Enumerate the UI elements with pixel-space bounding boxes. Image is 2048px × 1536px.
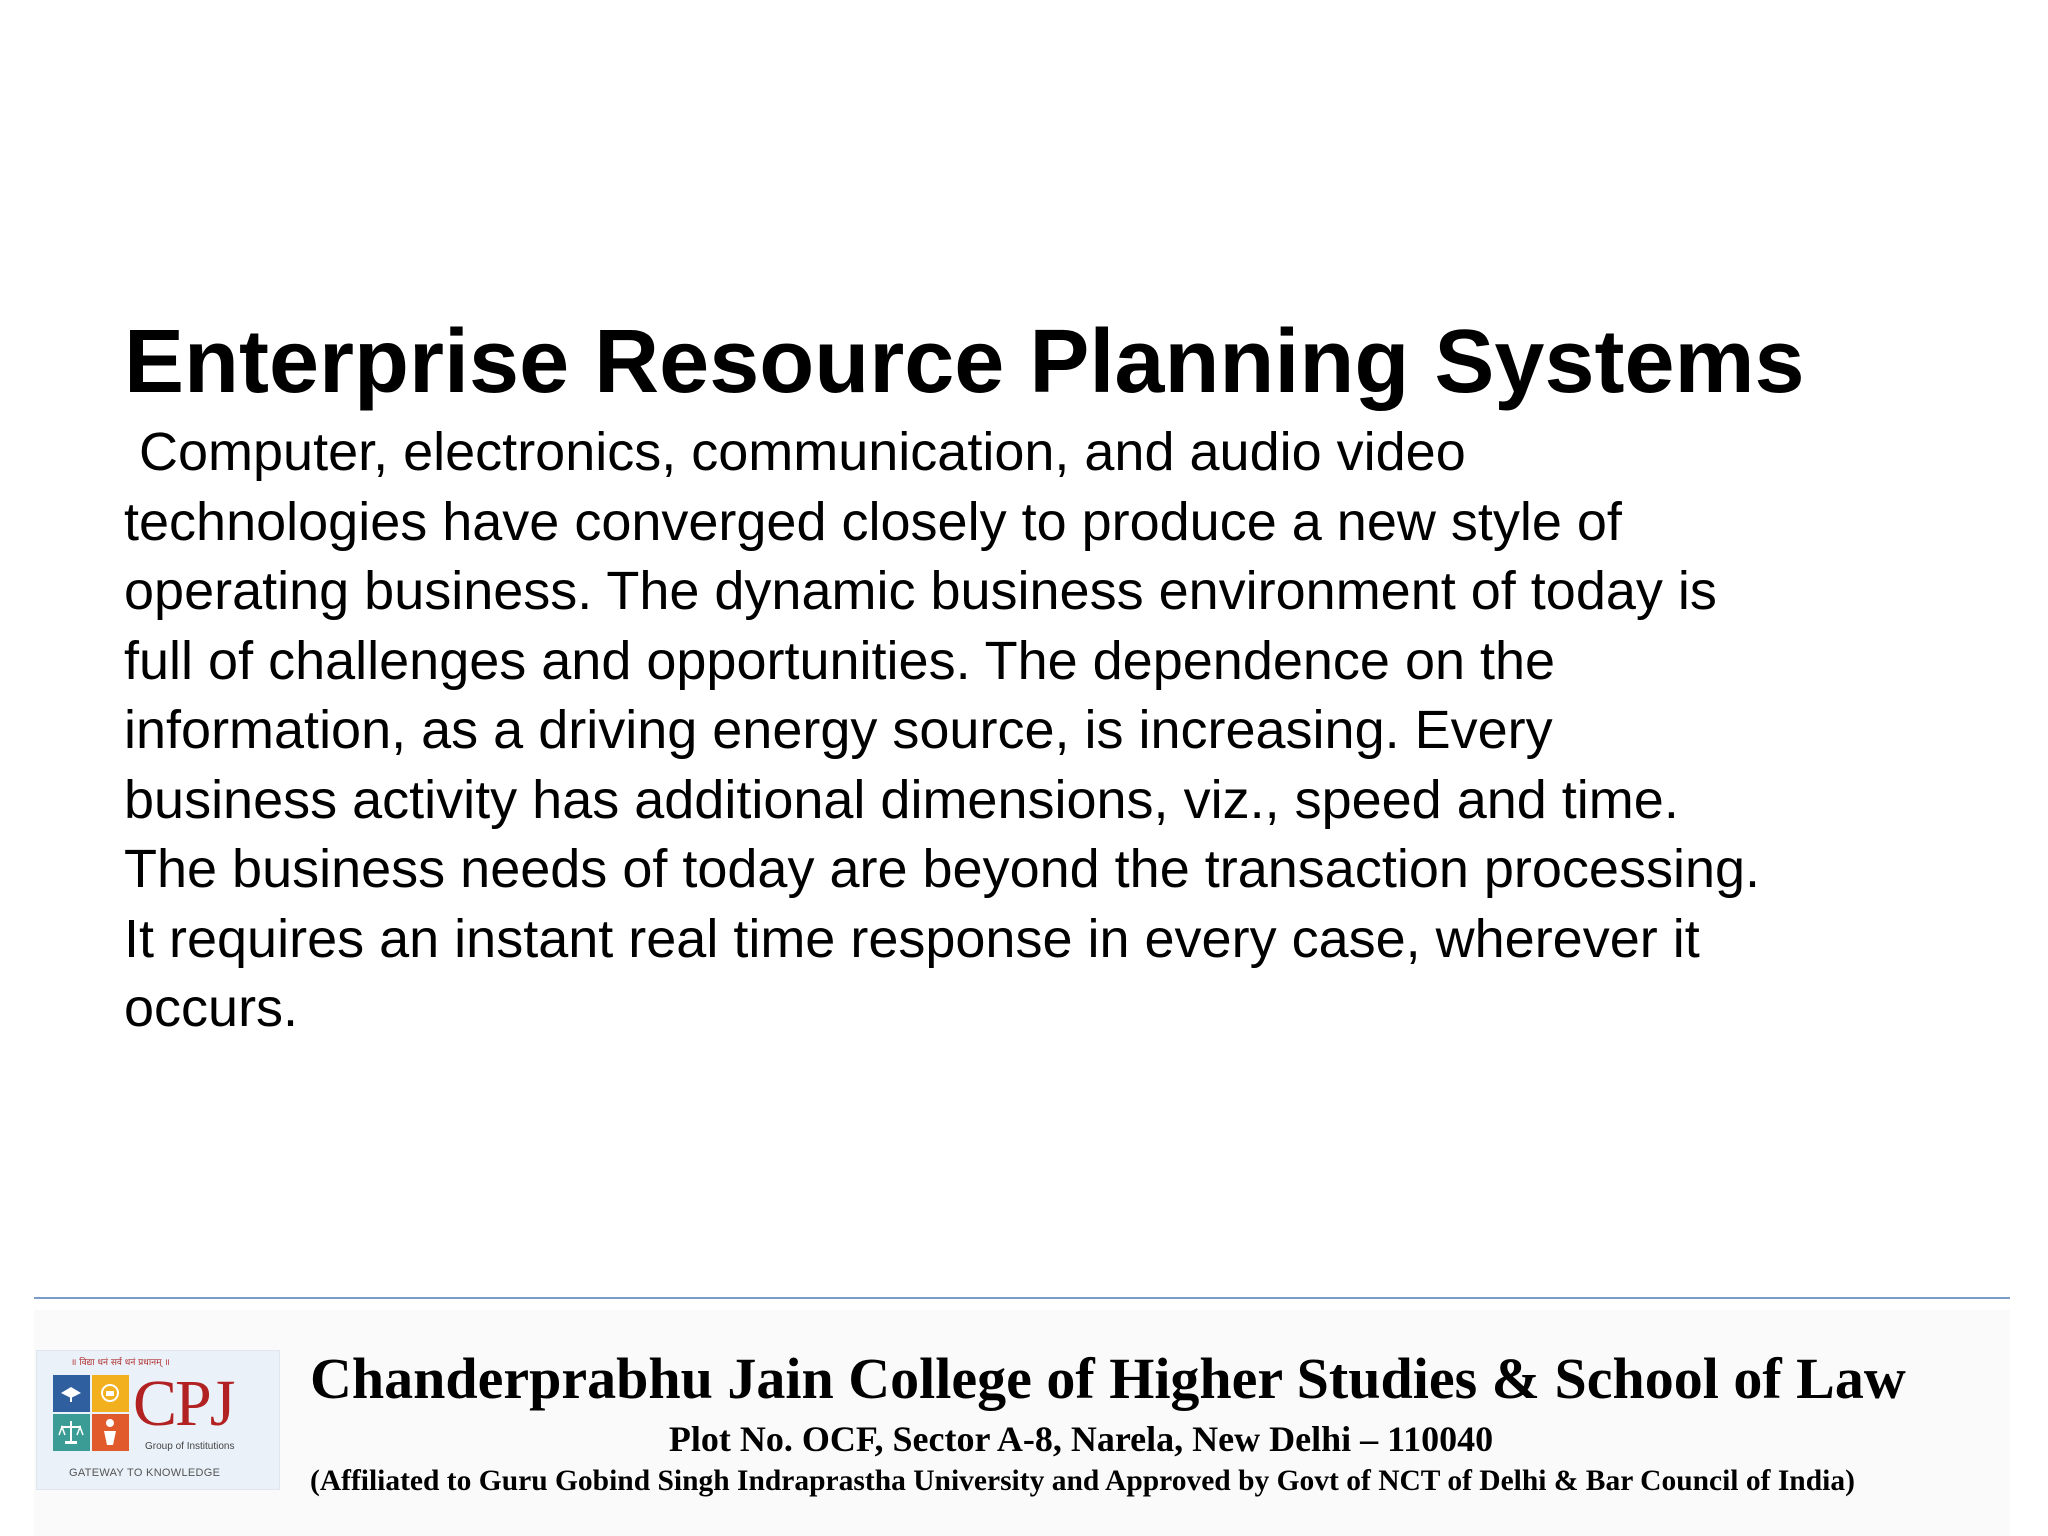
body-line: It requires an instant real time response in every case, wherever it (124, 908, 1700, 969)
body-line: information, as a driving energy source, is increasing. Every (124, 700, 1553, 760)
body-line: technologies have converged closely to produce a new style of (124, 491, 1622, 552)
slide-body (124, 418, 1924, 1044)
footer (34, 1310, 2010, 1536)
body-line: occurs. (124, 978, 299, 1038)
college-name: Chanderprabhu Jain College of Higher Studies & School of Law (310, 1346, 1906, 1411)
logo-motto: ॥ विद्या धनं सर्व धनं प्रधानम् ॥ (71, 1358, 170, 1368)
footer-divider (34, 1297, 2010, 1299)
logo-tagline: GATEWAY TO KNOWLEDGE (69, 1467, 221, 1479)
body-line: The business needs of today are beyond the transaction processing. (124, 839, 1761, 899)
college-address: Plot No. OCF, Sector A-8, Narela, New Delhi – 110040 (668, 1419, 1494, 1459)
college-affiliation: (Affiliated to Guru Gobind Singh Indraprastha University and Approved by Govt of NCT of Delhi & Bar Council of India) (310, 1465, 1855, 1497)
logo-letters: CPJ (133, 1367, 234, 1440)
logo-group-text: Group of Institutions (145, 1441, 235, 1452)
body-line: Computer, electronics, communication, and audio video (124, 422, 1466, 482)
slide-title: Enterprise Resource Planning Systems (124, 312, 1805, 412)
body-line: operating business. The dynamic business environment of today is (124, 561, 1717, 621)
body-line: full of challenges and opportunities. The dependence on the (124, 630, 1556, 691)
body-line: business activity has additional dimensions, viz., speed and time. (124, 769, 1679, 830)
